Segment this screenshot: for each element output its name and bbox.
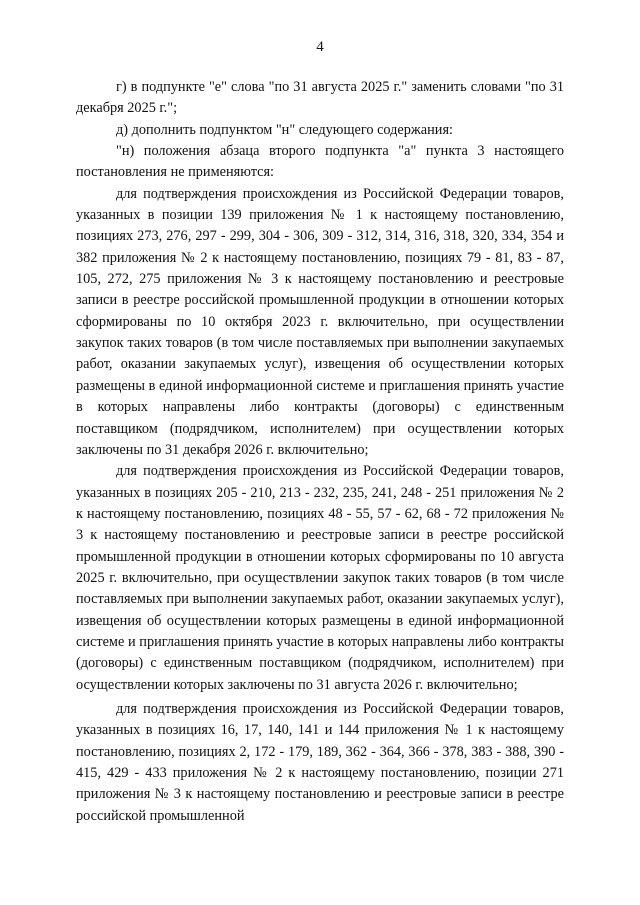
paragraph-n-intro: "н) положения абзаца второго подпункта "а" пункта 3 настоящего постановления не применяются: — [76, 143, 564, 181]
paragraph-add-n: д) дополнить подпунктом "н" следующего содержания: — [116, 121, 453, 138]
document-body — [76, 77, 564, 827]
page-number: 4 — [316, 39, 324, 55]
paragraph-clause-1: для подтверждения происхождения из Российской Федерации товаров, указанных в позиции 139 приложения № 1 к настоящему постановлению, позициях 273, 276, 297 - 299, 304 - 306, 309 - 312, 314, 316, 318, 320, 334, 354 и 382 приложения № 2 к настоящему постановлению, позициях 79 - 81, 83 - 87, 105, 272, 275 приложения № 3 к настоящему постановлению и реестровые записи в реестре российской промышленной продукции в отношении которых сформированы по 10 октября 2023 г. включительно, при осуществлении закупок таких товаров (в том числе поставляемых при выполнении закупаемых работ, оказании закупаемых услуг), извещения об осуществлении которых размещены в единой информационной системе и приглашения принять участие в которых направлены либо контракты (договоры) с единственным поставщиком (подрядчиком, исполнителем) при осуществлении которых заключены по 31 декабря 2026 г. включительно; — [76, 185, 564, 458]
paragraph-amend-e: г) в подпункте "е" слова "по 31 августа 2025 г." заменить словами "по 31 декабря 2025 г."; — [76, 79, 564, 117]
paragraph-clause-2: для подтверждения происхождения из Российской Федерации товаров, указанных в позициях 205 - 210, 213 - 232, 235, 241, 248 - 251 приложения № 2 к настоящему постановлению, позициях 48 - 55, 57 - 62, 68 - 72 приложения № 3 к настоящему постановлению и реестровые записи в реестре российской промышленной продукции в отношении которых сформированы по 10 августа 2025 г. включительно, при осуществлении закупок таких товаров (в том числе поставляемых при выполнении закупаемых работ, оказании закупаемых услуг), извещения об осуществлении которых размещены в единой информационной системе и приглашения принять участие в которых направлены либо контракты (договоры) с единственным поставщиком (подрядчиком, исполнителем) при осуществлении которых заключены по 31 августа 2026 г. включительно; — [76, 463, 564, 693]
paragraph-clause-3: для подтверждения происхождения из Российской Федерации товаров, указанных в позициях 16, 17, 140, 141 и 144 приложения № 1 к настоящему постановлению, позициях 2, 172 - 179, 189, 362 - 364, 366 - 378, 383 - 388, 390 - 415, 429 - 433 приложения № 2 к настоящему постановлению, позиции 271 приложения № 3 к настоящему постановлению и реестровые записи в реестре российской промышленной — [76, 700, 564, 824]
